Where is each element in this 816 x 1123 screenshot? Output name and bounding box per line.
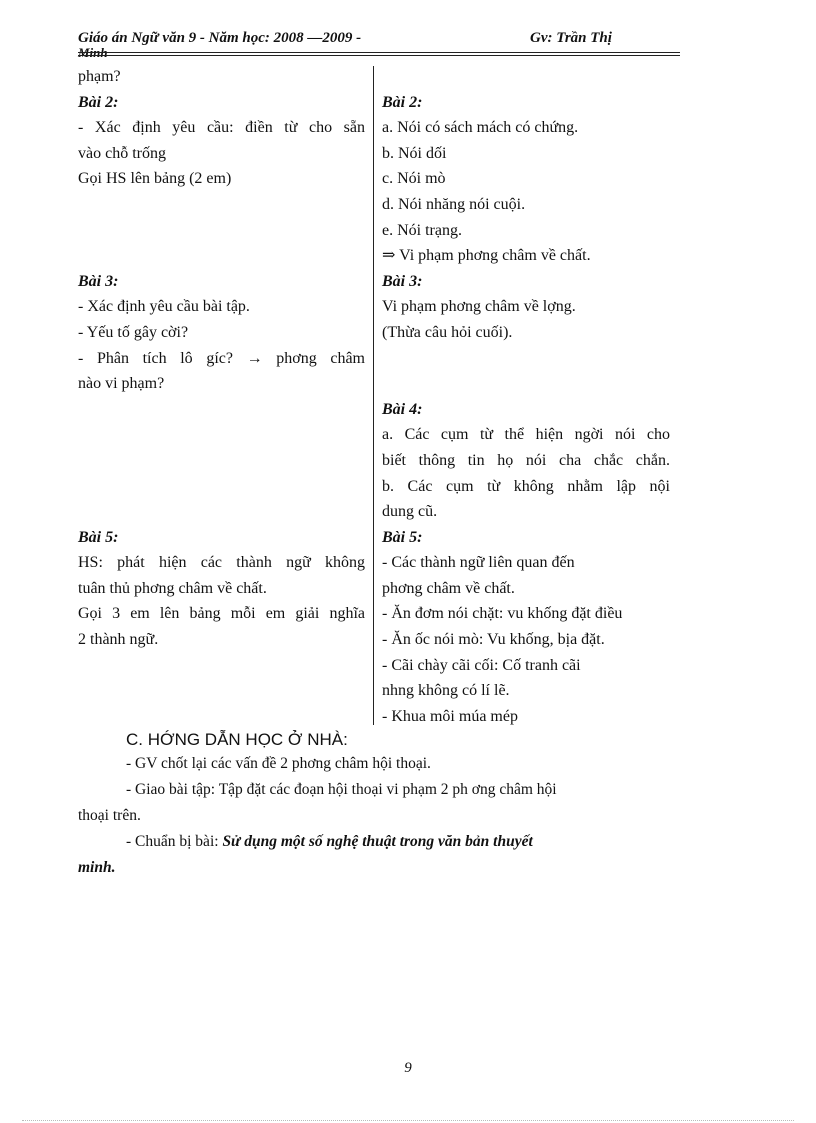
guide-line: thoại trên.: [78, 807, 141, 824]
right-line: ⇒ Vi phạm phơng châm về chất.: [382, 247, 591, 265]
guide-next-lesson-title-cont: minh.: [78, 859, 116, 876]
spacer: [78, 422, 365, 448]
right-line: nhng không có lí lẽ.: [382, 682, 510, 700]
spacer: [78, 218, 365, 244]
spacer: [382, 346, 670, 372]
spacer: [78, 499, 365, 525]
right-line: - Cãi chày cãi cối: Cố tranh cãi: [382, 656, 581, 674]
spacer: [78, 243, 365, 269]
header-rule-bottom: [78, 55, 680, 56]
guide-line-prepare: [78, 829, 678, 855]
spacer: [382, 371, 670, 397]
left-column: [78, 64, 365, 653]
spacer: [78, 397, 365, 423]
right-line: - Ăn đơm nói chặt: vu khống đặt điều: [382, 605, 623, 623]
right-line: - Ăn ốc nói mò: Vu khống, bịa đặt.: [382, 631, 605, 649]
right-line: (Thừa câu hỏi cuối).: [382, 323, 513, 341]
header-rule-top: [78, 52, 680, 53]
right-line: Vi phạm phơng châm về lợng.: [382, 298, 576, 316]
page-header: [78, 30, 680, 60]
left-line: Gọi HS lên bảng (2 em): [78, 170, 232, 188]
header-teacher: Gv: Trần Thị: [530, 30, 612, 46]
right-line: - Các thành ngữ liên quan đến: [382, 554, 575, 572]
spacer: [78, 448, 365, 474]
left-heading-bai-2: Bài 2:: [78, 93, 119, 111]
right-line: dung cũ.: [382, 503, 438, 521]
left-heading-bai-5: Bài 5:: [78, 528, 119, 546]
right-line: d. Nói nhăng nói cuội.: [382, 195, 526, 213]
right-line: phơng châm về chất.: [382, 579, 515, 597]
right-line: a. Các cụm từ thể hiện ngời nói cho: [382, 426, 670, 444]
right-line: a. Nói có sách mách có chứng.: [382, 119, 579, 137]
right-line: e. Nói trạng.: [382, 221, 462, 239]
left-line: HS: phát hiện các thành ngữ không: [78, 554, 365, 572]
right-line: - Khua môi múa mép: [382, 707, 518, 725]
bottom-dotted-rule: [22, 1120, 794, 1121]
left-line: 2 thành ngữ.: [78, 631, 159, 649]
left-line: - Xác định yêu cầu bài tập.: [78, 298, 250, 316]
column-divider: [373, 66, 374, 725]
guide-line: - Giao bài tập: Tập đặt các đoạn hội thoại vi phạm 2 ph ơng châm hội: [126, 781, 557, 798]
right-line: b. Các cụm từ không nhằm lập nội: [382, 477, 670, 495]
right-heading-bai-3: Bài 3:: [382, 272, 423, 290]
left-line: nào vi phạm?: [78, 375, 165, 393]
guide-heading: C. HỚNG DẪN HỌC Ở NHÀ:: [126, 730, 348, 749]
right-column: [382, 64, 670, 729]
right-line: biết thông tin họ nói cha chắc chắn.: [382, 451, 670, 469]
spacer: [382, 64, 670, 90]
header-teacher-wrap: Minh: [78, 45, 108, 60]
home-study-guide: [78, 729, 678, 881]
guide-prepare-label: - Chuẩn bị bài:: [126, 833, 223, 850]
left-line: tuân thủ phơng châm về chất.: [78, 579, 267, 597]
left-line: - Phân tích lô gíc? → phơng châm: [78, 349, 365, 367]
right-line: c. Nói mò: [382, 170, 446, 188]
left-heading-bai-3: Bài 3:: [78, 272, 119, 290]
guide-next-lesson-title: Sử dụng một số nghệ thuật trong văn bản thuyết: [222, 833, 533, 850]
header-lesson-info: Giáo án Ngữ văn 9 - Năm học: 2008 —2009 -: [78, 30, 362, 46]
left-line: vào chỗ trống: [78, 144, 166, 162]
left-line: Gọi 3 em lên bảng mỗi em giải nghĩa: [78, 605, 365, 623]
spacer: [78, 474, 365, 500]
right-heading-bai-2: Bài 2:: [382, 93, 423, 111]
right-heading-bai-4: Bài 4:: [382, 400, 423, 418]
page-number: 9: [404, 1060, 412, 1076]
left-line: - Xác định yêu cầu: điền từ cho sẵn: [78, 119, 365, 137]
right-heading-bai-5: Bài 5:: [382, 528, 423, 546]
right-line: b. Nói dối: [382, 144, 447, 162]
guide-line: - GV chốt lại các vấn đề 2 phơng châm hội thoại.: [126, 755, 431, 772]
left-line: - Yếu tố gây cời?: [78, 323, 189, 341]
spacer: [78, 192, 365, 218]
left-line: phạm?: [78, 68, 121, 85]
